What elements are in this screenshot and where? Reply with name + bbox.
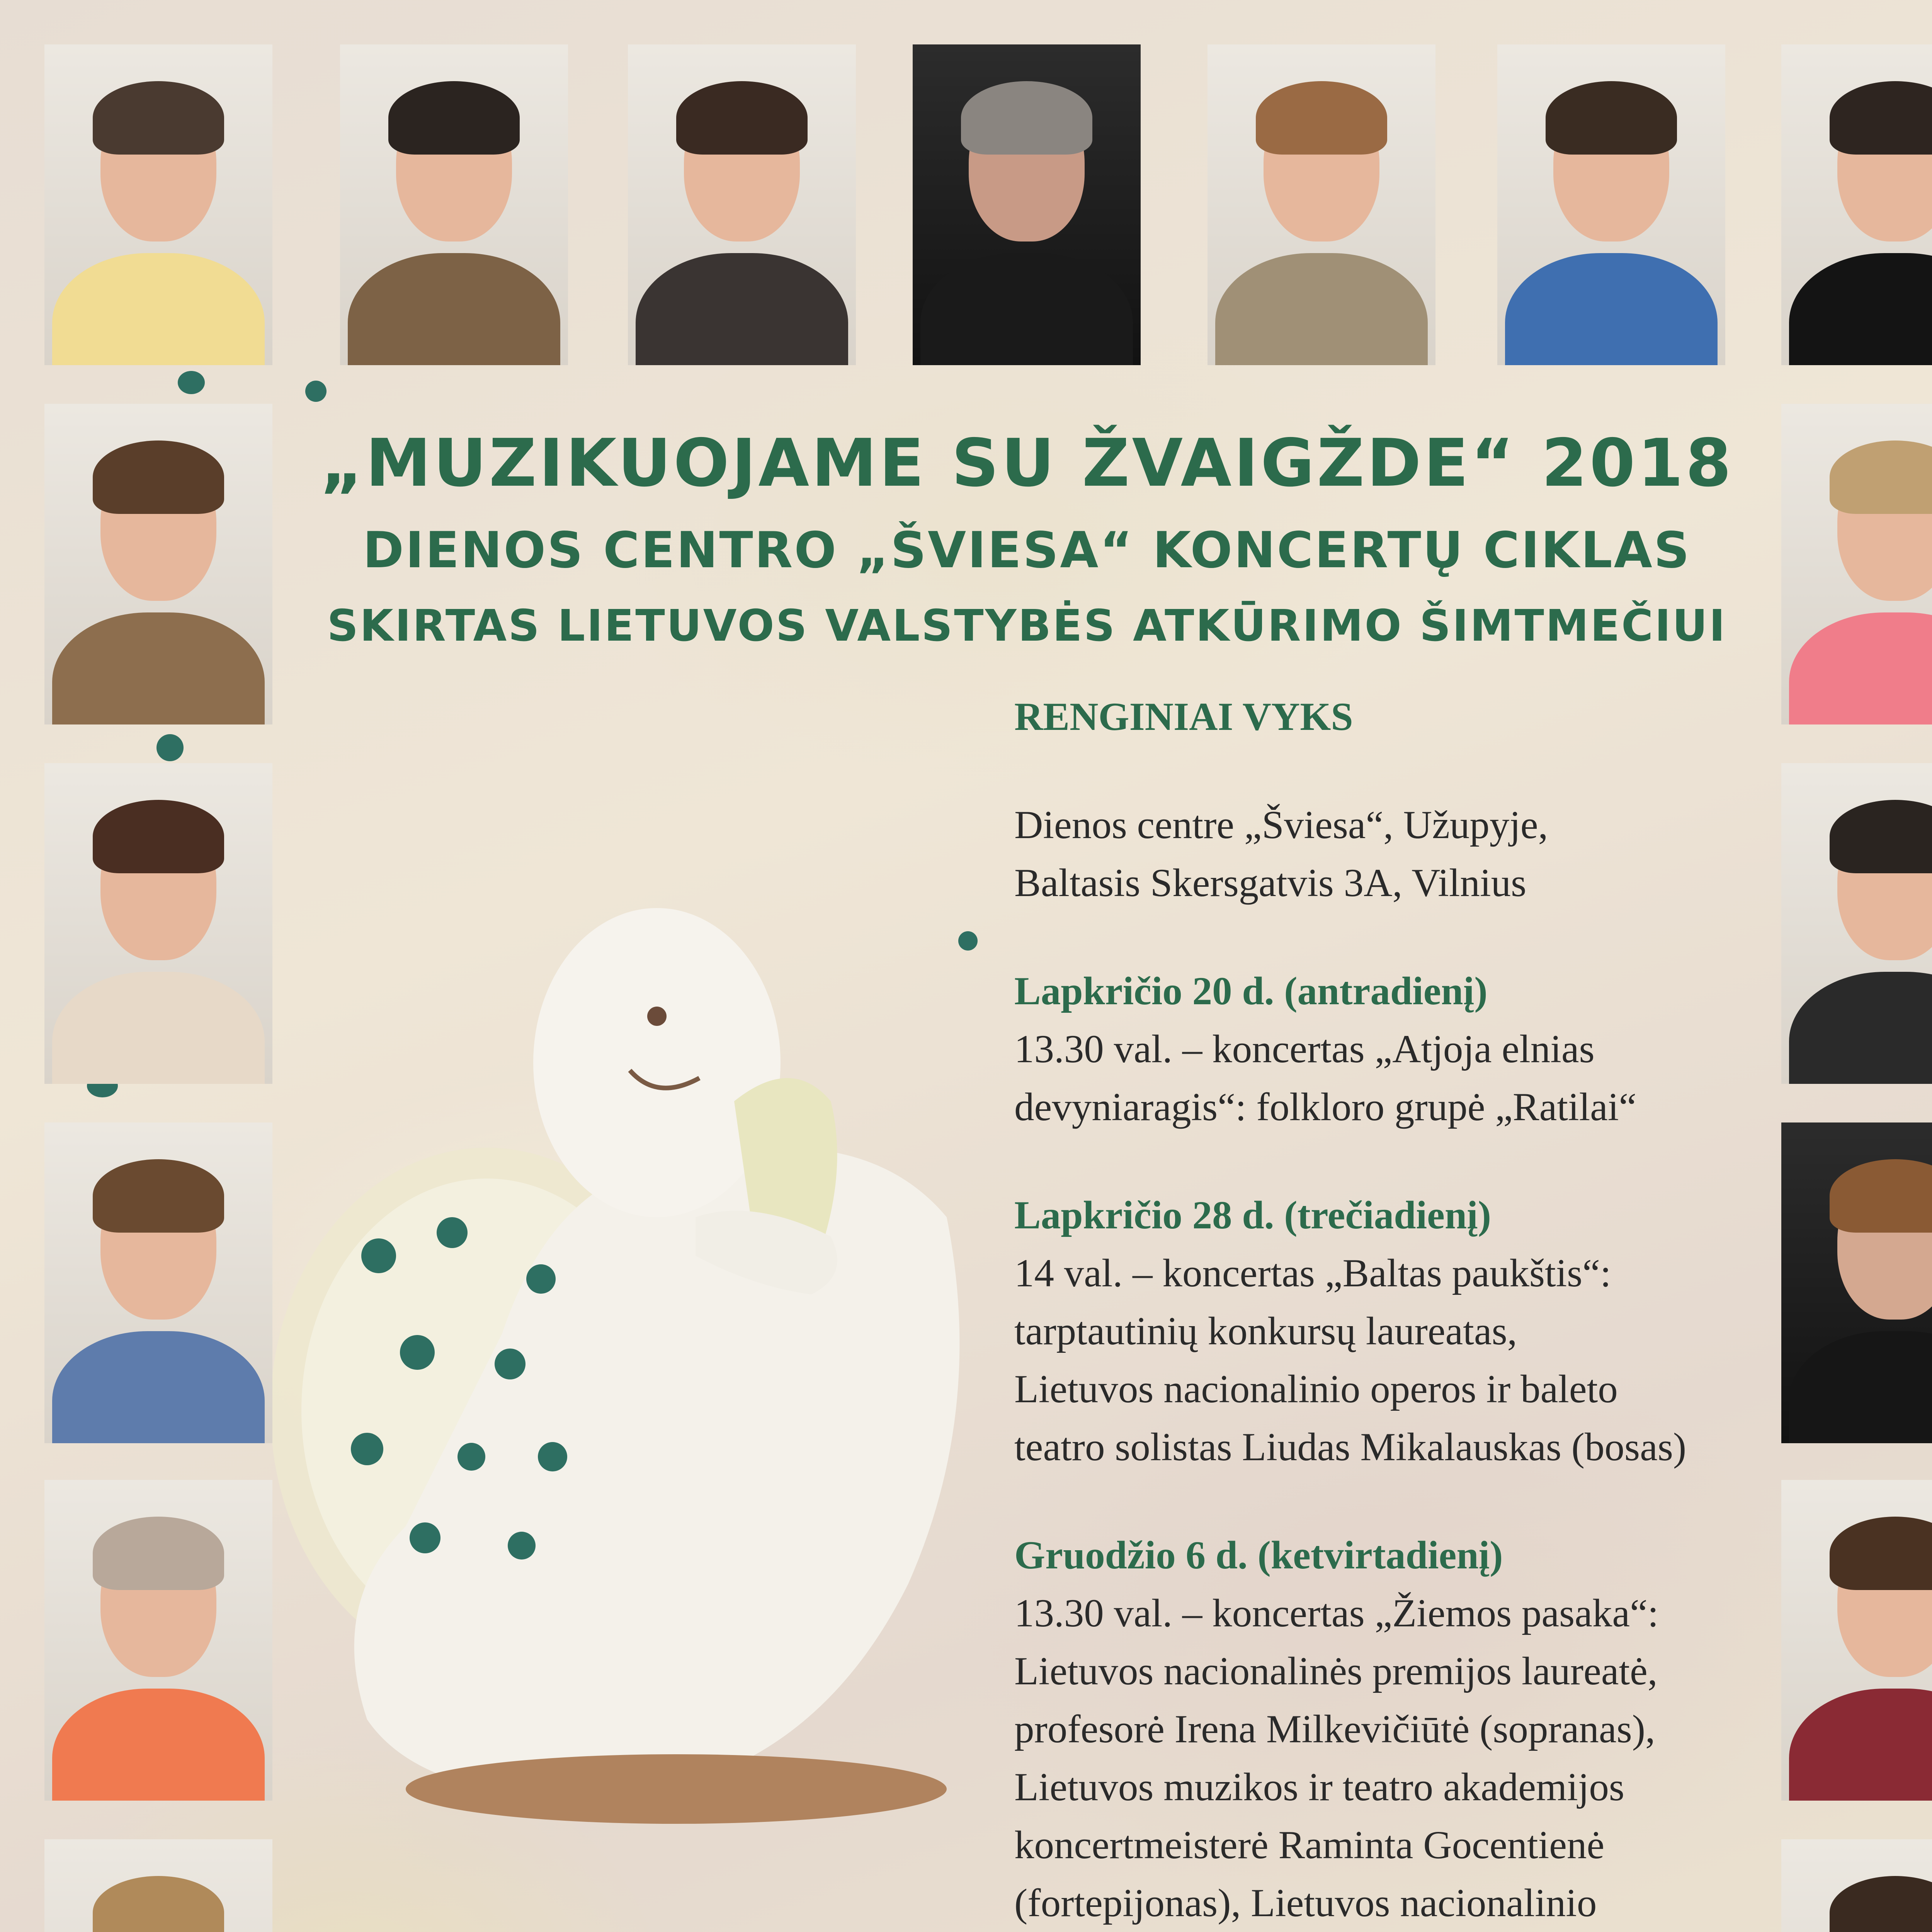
portrait-photo	[340, 44, 568, 365]
poster-subtitle: DIENOS CENTRO „ŠVIESA“ KONCERTŲ CIKLAS	[362, 522, 1691, 579]
venue-line: Dienos centre „Šviesa“, Užupyje,	[1014, 803, 1548, 847]
poster-subtitle-dedication: SKIRTAS LIETUVOS VALSTYBĖS ATKŪRIMO ŠIMTMEČIUI	[327, 601, 1727, 651]
event-line: Lietuvos nacionalinės premijos laureatė,	[1014, 1649, 1658, 1693]
portrait-photo	[44, 1839, 272, 1932]
event-line: koncertmeisterė Raminta Gocentienė	[1014, 1823, 1605, 1867]
spacer	[1014, 1476, 1787, 1526]
portrait-photo	[1781, 44, 1932, 365]
portrait-photo	[1208, 44, 1435, 365]
event-line: (fortepijonas), Lietuvos nacionalinio	[1014, 1881, 1597, 1925]
portrait-photo	[1497, 44, 1725, 365]
event-date: Gruodžio 6 d. (ketvirtadienį)	[1014, 1533, 1503, 1577]
event-line: profesorė Irena Milkevičiūtė (sopranas),	[1014, 1707, 1655, 1751]
decor-dot	[305, 381, 327, 402]
portrait-photo	[1781, 763, 1932, 1084]
event-line: 13.30 val. – koncertas „Atjoja elnias	[1014, 1027, 1595, 1071]
portrait-photo	[628, 44, 856, 365]
spacer	[1014, 1136, 1787, 1186]
event-line: devyniaragis“: folkloro grupė „Ratilai“	[1014, 1085, 1637, 1129]
event-date: Lapkričio 20 d. (antradienį)	[1014, 969, 1488, 1013]
portrait-photo	[44, 44, 272, 365]
event-line: tarptautinių konkursų laureatas,	[1014, 1309, 1517, 1353]
spacer	[1014, 746, 1787, 796]
event-line: Lietuvos nacionalinio operos ir baleto	[1014, 1367, 1618, 1411]
portrait-photo	[1781, 1480, 1932, 1801]
portrait-photo	[1781, 1122, 1932, 1443]
event-line: teatro solistas Liudas Mikalauskas (bosas)	[1014, 1425, 1687, 1469]
decor-dot	[178, 371, 205, 394]
venue-line: Baltasis Skersgatvis 3A, Vilnius	[1014, 861, 1527, 905]
portrait-photo	[1781, 1839, 1932, 1932]
event-info	[1014, 688, 1787, 1932]
portrait-photo	[44, 1122, 272, 1443]
event-line: Lietuvos muzikos ir teatro akademijos	[1014, 1765, 1624, 1809]
portrait-photo	[913, 44, 1141, 365]
ceramic-angel-figure	[270, 831, 1005, 1835]
portrait-photo	[44, 763, 272, 1084]
event-date: Lapkričio 28 d. (trečiadienį)	[1014, 1193, 1492, 1237]
spacer	[1014, 912, 1787, 962]
event-line: 14 val. – koncertas „Baltas paukštis“:	[1014, 1251, 1611, 1295]
event-line: 13.30 val. – koncertas „Žiemos pasaka“:	[1014, 1591, 1659, 1635]
venue-heading: RENGINIAI VYKS	[1014, 695, 1353, 739]
portrait-photo	[44, 1480, 272, 1801]
poster-title: „MUZIKUOJAME SU ŽVAIGŽDE“ 2018	[320, 425, 1734, 502]
decor-dot	[156, 734, 184, 761]
